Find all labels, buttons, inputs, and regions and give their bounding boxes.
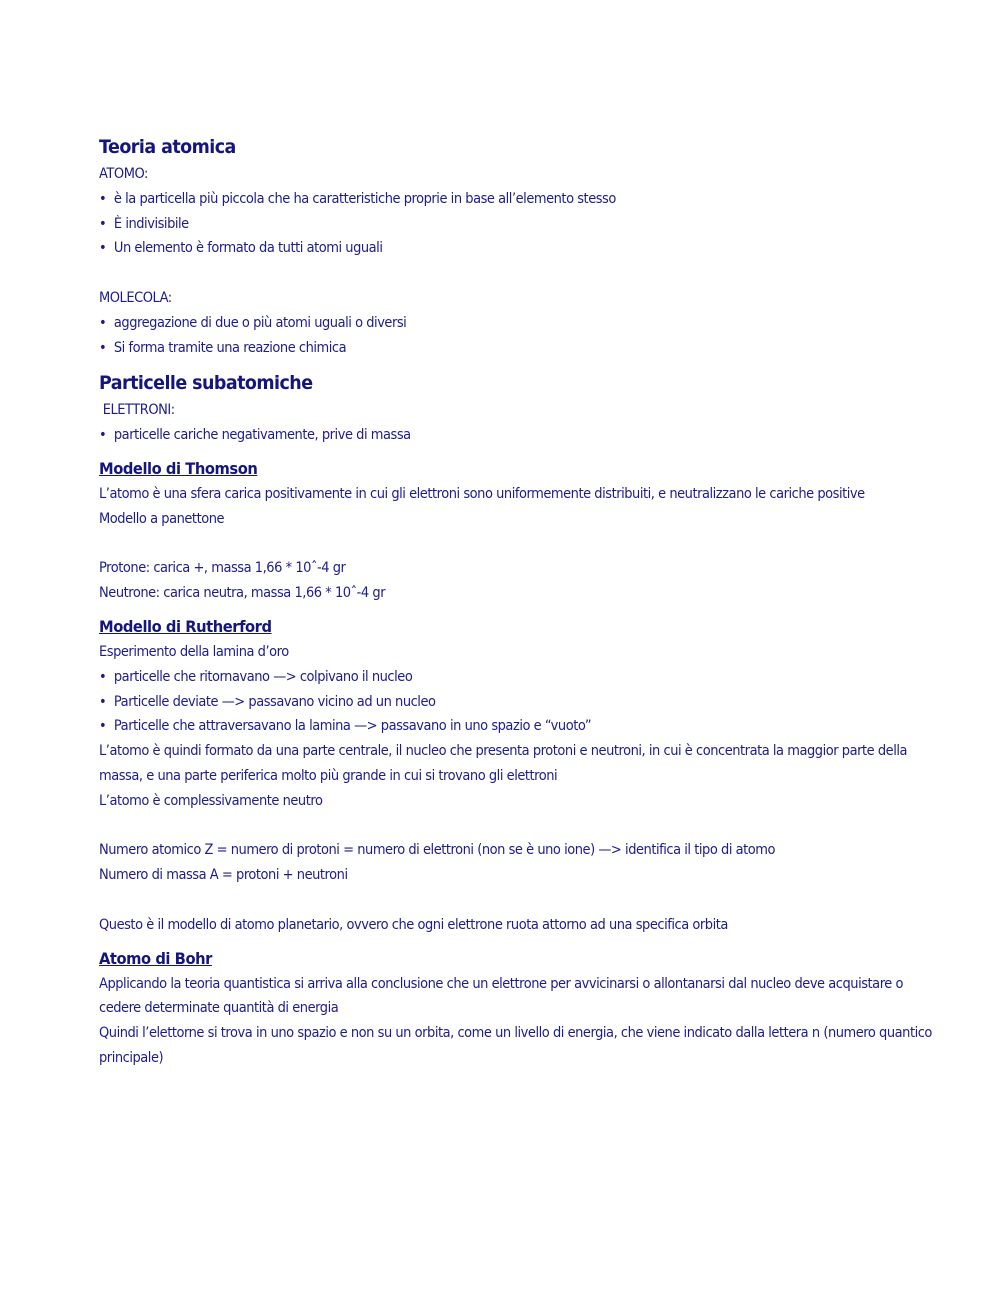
list-item: • è la particella più piccola che ha caratteristiche proprie in base all’elemento stesso <box>99 187 843 212</box>
bullet-icon: • <box>99 190 107 207</box>
bohr-paragraph-line: cedere determinate quantità di energia <box>99 1000 339 1017</box>
protone-line: Protone: carica +, massa 1,66 * 10ˆ-4 gr <box>99 560 346 577</box>
bullet-icon: • <box>99 339 107 356</box>
modello-planetario-line: Questo è il modello di atomo planetario, ovvero che ogni elettrone ruota attorno ad una specifica orbita <box>99 916 728 933</box>
bullet-icon: • <box>99 215 107 232</box>
bullet-icon: • <box>99 240 107 257</box>
rutherford-paragraph-line: L’atomo è quindi formato da una parte centrale, il nucleo che presenta protoni e neutroni, in cui è concentrata la maggior parte della <box>99 743 908 760</box>
document-page <box>99 132 932 1071</box>
bohr-paragraph-line: Applicando la teoria quantistica si arriva alla conclusione che un elettrone per avvicinarsi o allontanarsi dal nucleo deve acquistare o <box>99 975 904 992</box>
numero-atomico-line: Numero atomico Z = numero di protoni = numero di elettroni (non se è uno ione) —> identifica il tipo di atomo <box>99 842 776 859</box>
heading-modello-rutherford: Modello di Rutherford <box>99 616 272 636</box>
bullet-icon: • <box>99 668 107 685</box>
rutherford-paragraph-line: massa, e una parte periferica molto più grande in cui si trovano gli elettroni <box>99 767 558 784</box>
elettroni-label: ELETTRONI: <box>102 402 175 419</box>
heading-teoria-atomica: Teoria atomica <box>99 136 236 158</box>
list-item: • particelle che ritornavano —> colpivano il nucleo <box>99 665 843 690</box>
neutrone-line: Neutrone: carica neutra, massa 1,66 * 10ˆ-4 gr <box>99 585 386 602</box>
rutherford-intro: Esperimento della lamina d’oro <box>99 643 289 660</box>
list-item: • aggregazione di due o più atomi uguali o diversi <box>99 311 843 336</box>
list-item: • Un elemento è formato da tutti atomi uguali <box>99 236 843 261</box>
bullet-icon: • <box>99 693 107 710</box>
numero-massa-line: Numero di massa A = protoni + neutroni <box>99 867 348 884</box>
list-item: • È indivisibile <box>99 212 843 237</box>
bohr-paragraph-line: principale) <box>99 1049 164 1066</box>
bullet-icon: • <box>99 314 107 331</box>
heading-modello-thomson: Modello di Thomson <box>99 458 258 478</box>
bullet-icon: • <box>99 718 107 735</box>
heading-particelle-subatomiche: Particelle subatomiche <box>99 372 313 395</box>
atomo-label: ATOMO: <box>99 166 148 182</box>
rutherford-neutro: L’atomo è complessivamente neutro <box>99 792 323 809</box>
bohr-paragraph-line: Quindi l’elettorne si trova in uno spazio e non su un orbita, come un livello di energia, che viene indicato dalla lettera n (numero quantico <box>99 1025 932 1042</box>
thomson-panettone: Modello a panettone <box>99 510 225 527</box>
list-item: • Particelle che attraversavano la lamina —> passavano in uno spazio e “vuoto” <box>99 714 843 739</box>
list-item: • Particelle deviate —> passavano vicino ad un nucleo <box>99 690 843 715</box>
heading-atomo-bohr: Atomo di Bohr <box>99 948 212 968</box>
molecola-label: MOLECOLA: <box>99 289 172 306</box>
list-item: • Si forma tramite una reazione chimica <box>99 336 843 361</box>
thomson-paragraph: L’atomo è una sfera carica positivamente in cui gli elettroni sono uniformemente distribuiti, e neutralizzano le cariche positive <box>99 485 865 502</box>
bullet-icon: • <box>99 427 107 444</box>
list-item: • particelle cariche negativamente, prive di massa <box>99 423 843 448</box>
